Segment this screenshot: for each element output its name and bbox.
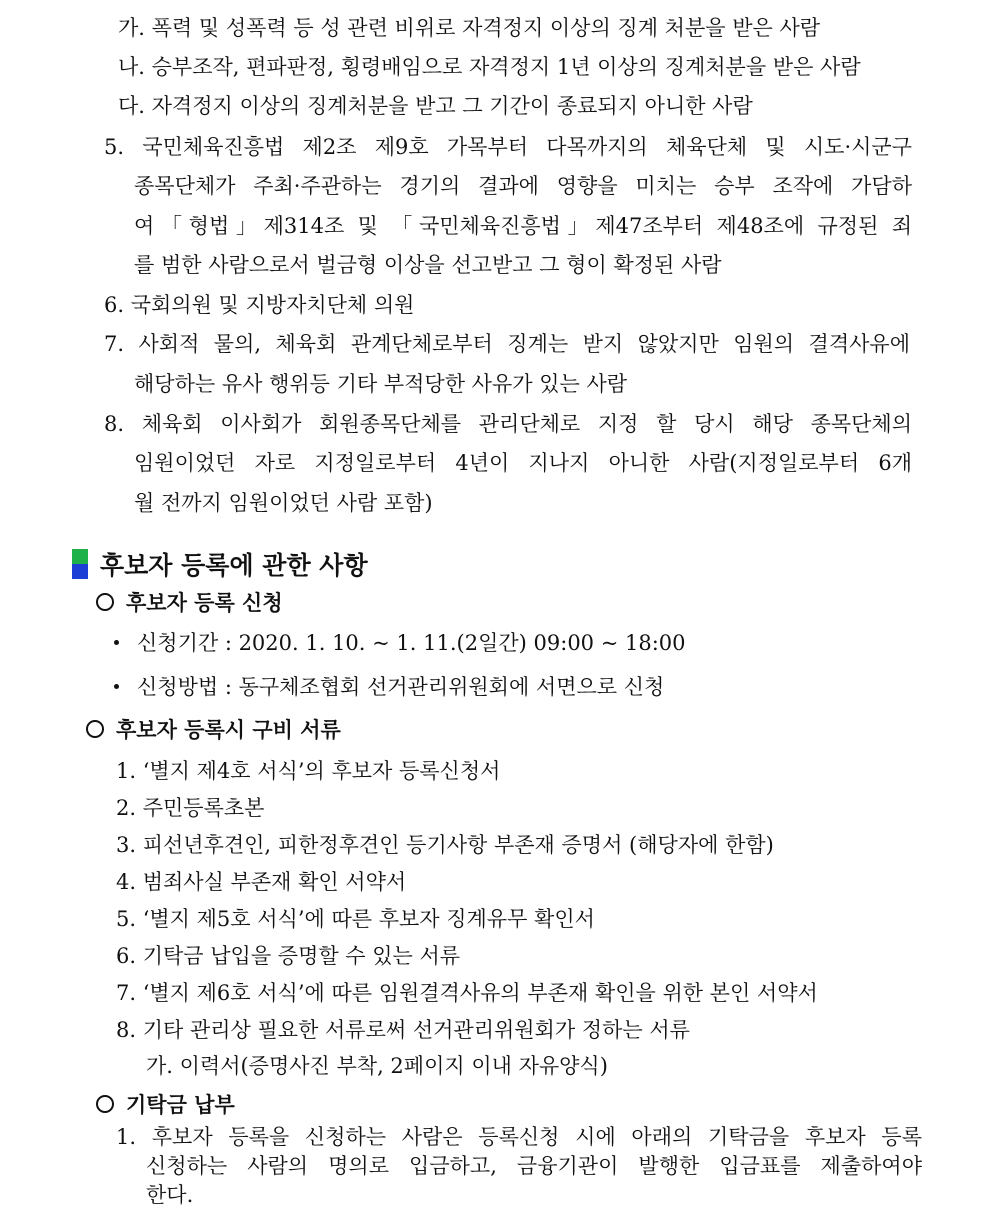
item5-line3: 여「형법」제314조 및 「국민체육진흥법」제47조부터 제48조에 규정된 죄: [134, 214, 912, 238]
prev-item-na: 나. 승부조작, 편파판정, 횡령배임으로 자격정지 1년 이상의 징계처분을 받은 사람: [118, 55, 861, 79]
prev-item-ga: 가. 폭력 및 성폭력 등 성 관련 비위로 자격정지 이상의 징계 처분을 받은 사람: [118, 16, 821, 40]
item6: 6. 국회의원 및 지방자치단체 의원: [104, 293, 415, 317]
deposit-heading: 기탁금 납부: [96, 1090, 235, 1120]
item7-line1: 7. 사회적 물의, 체육회 관계단체로부터 징계는 받지 않았지만 임원의 결격사유에: [104, 332, 910, 356]
doc-item-7: 7. ‘별지 제6호 서식’에 따른 임원결격사유의 부존재 확인을 위한 본인 서약서: [116, 981, 818, 1005]
prev-item-da: 다. 자격정지 이상의 징계처분을 받고 그 기간이 종료되지 아니한 사람: [118, 94, 753, 118]
doc-item-5: 5. ‘별지 제5호 서식’에 따른 후보자 징계유무 확인서: [116, 907, 595, 931]
circle-bullet-icon: [96, 593, 114, 611]
deposit-line2: 신청하는 사람의 명의로 입금하고, 금융기관이 발행한 입금표를 제출하여야: [146, 1154, 922, 1178]
doc-item-6: 6. 기탁금 납입을 증명할 수 있는 서류: [116, 944, 461, 968]
apply-period: 신청기간 : 2020. 1. 10. ~ 1. 11.(2일간) 09:00 ~ 18:00: [114, 628, 686, 658]
doc-item-8-sub: 가. 이력서(증명사진 부착, 2페이지 이내 자유양식): [146, 1054, 608, 1078]
item5-line2: 종목단체가 주최·주관하는 경기의 결과에 영향을 미치는 승부 조작에 가담하: [134, 174, 912, 198]
bullet-dot-icon: [114, 640, 119, 645]
docs-heading: 후보자 등록시 구비 서류: [86, 715, 341, 745]
doc-item-4: 4. 범죄사실 부존재 확인 서약서: [116, 870, 407, 894]
item8-line2: 임원이었던 자로 지정일로부터 4년이 지나지 아니한 사람(지정일로부터 6개: [134, 451, 912, 475]
section-title: 후보자 등록에 관한 사항: [100, 551, 368, 580]
item5-line4: 를 범한 사람으로서 벌금형 이상을 선고받고 그 형이 확정된 사람: [134, 253, 722, 277]
bullet-dot-icon: [114, 684, 119, 689]
item7-line2: 해당하는 유사 행위등 기타 부적당한 사유가 있는 사람: [134, 372, 628, 396]
deposit-line3: 한다.: [146, 1183, 194, 1207]
doc-item-8: 8. 기타 관리상 필요한 서류로써 선거관리위원회가 정하는 서류: [116, 1018, 690, 1042]
doc-item-3: 3. 피선년후견인, 피한정후견인 등기사항 부존재 증명서 (해당자에 한함): [116, 833, 774, 857]
apply-heading: 후보자 등록 신청: [96, 588, 283, 618]
doc-item-2: 2. 주민등록초본: [116, 796, 265, 820]
deposit-line1: 1. 후보자 등록을 신청하는 사람은 등록신청 시에 아래의 기탁금을 후보자 등록: [116, 1125, 922, 1149]
section-header: [72, 546, 368, 582]
item8-line3: 월 전까지 임원이었던 사람 포함): [134, 491, 433, 515]
apply-method: 신청방법 : 동구체조협회 선거관리위원회에 서면으로 신청: [114, 672, 664, 702]
section-marker-icon: [72, 549, 88, 579]
circle-bullet-icon: [86, 720, 104, 738]
item5-line1: 5. 국민체육진흥법 제2조 제9호 가목부터 다목까지의 체육단체 및 시도·시군구: [104, 135, 912, 159]
item8-line1: 8. 체육회 이사회가 회원종목단체를 관리단체로 지정 할 당시 해당 종목단체의: [104, 412, 912, 436]
doc-item-1: 1. ‘별지 제4호 서식’의 후보자 등록신청서: [116, 759, 501, 783]
circle-bullet-icon: [96, 1095, 114, 1113]
